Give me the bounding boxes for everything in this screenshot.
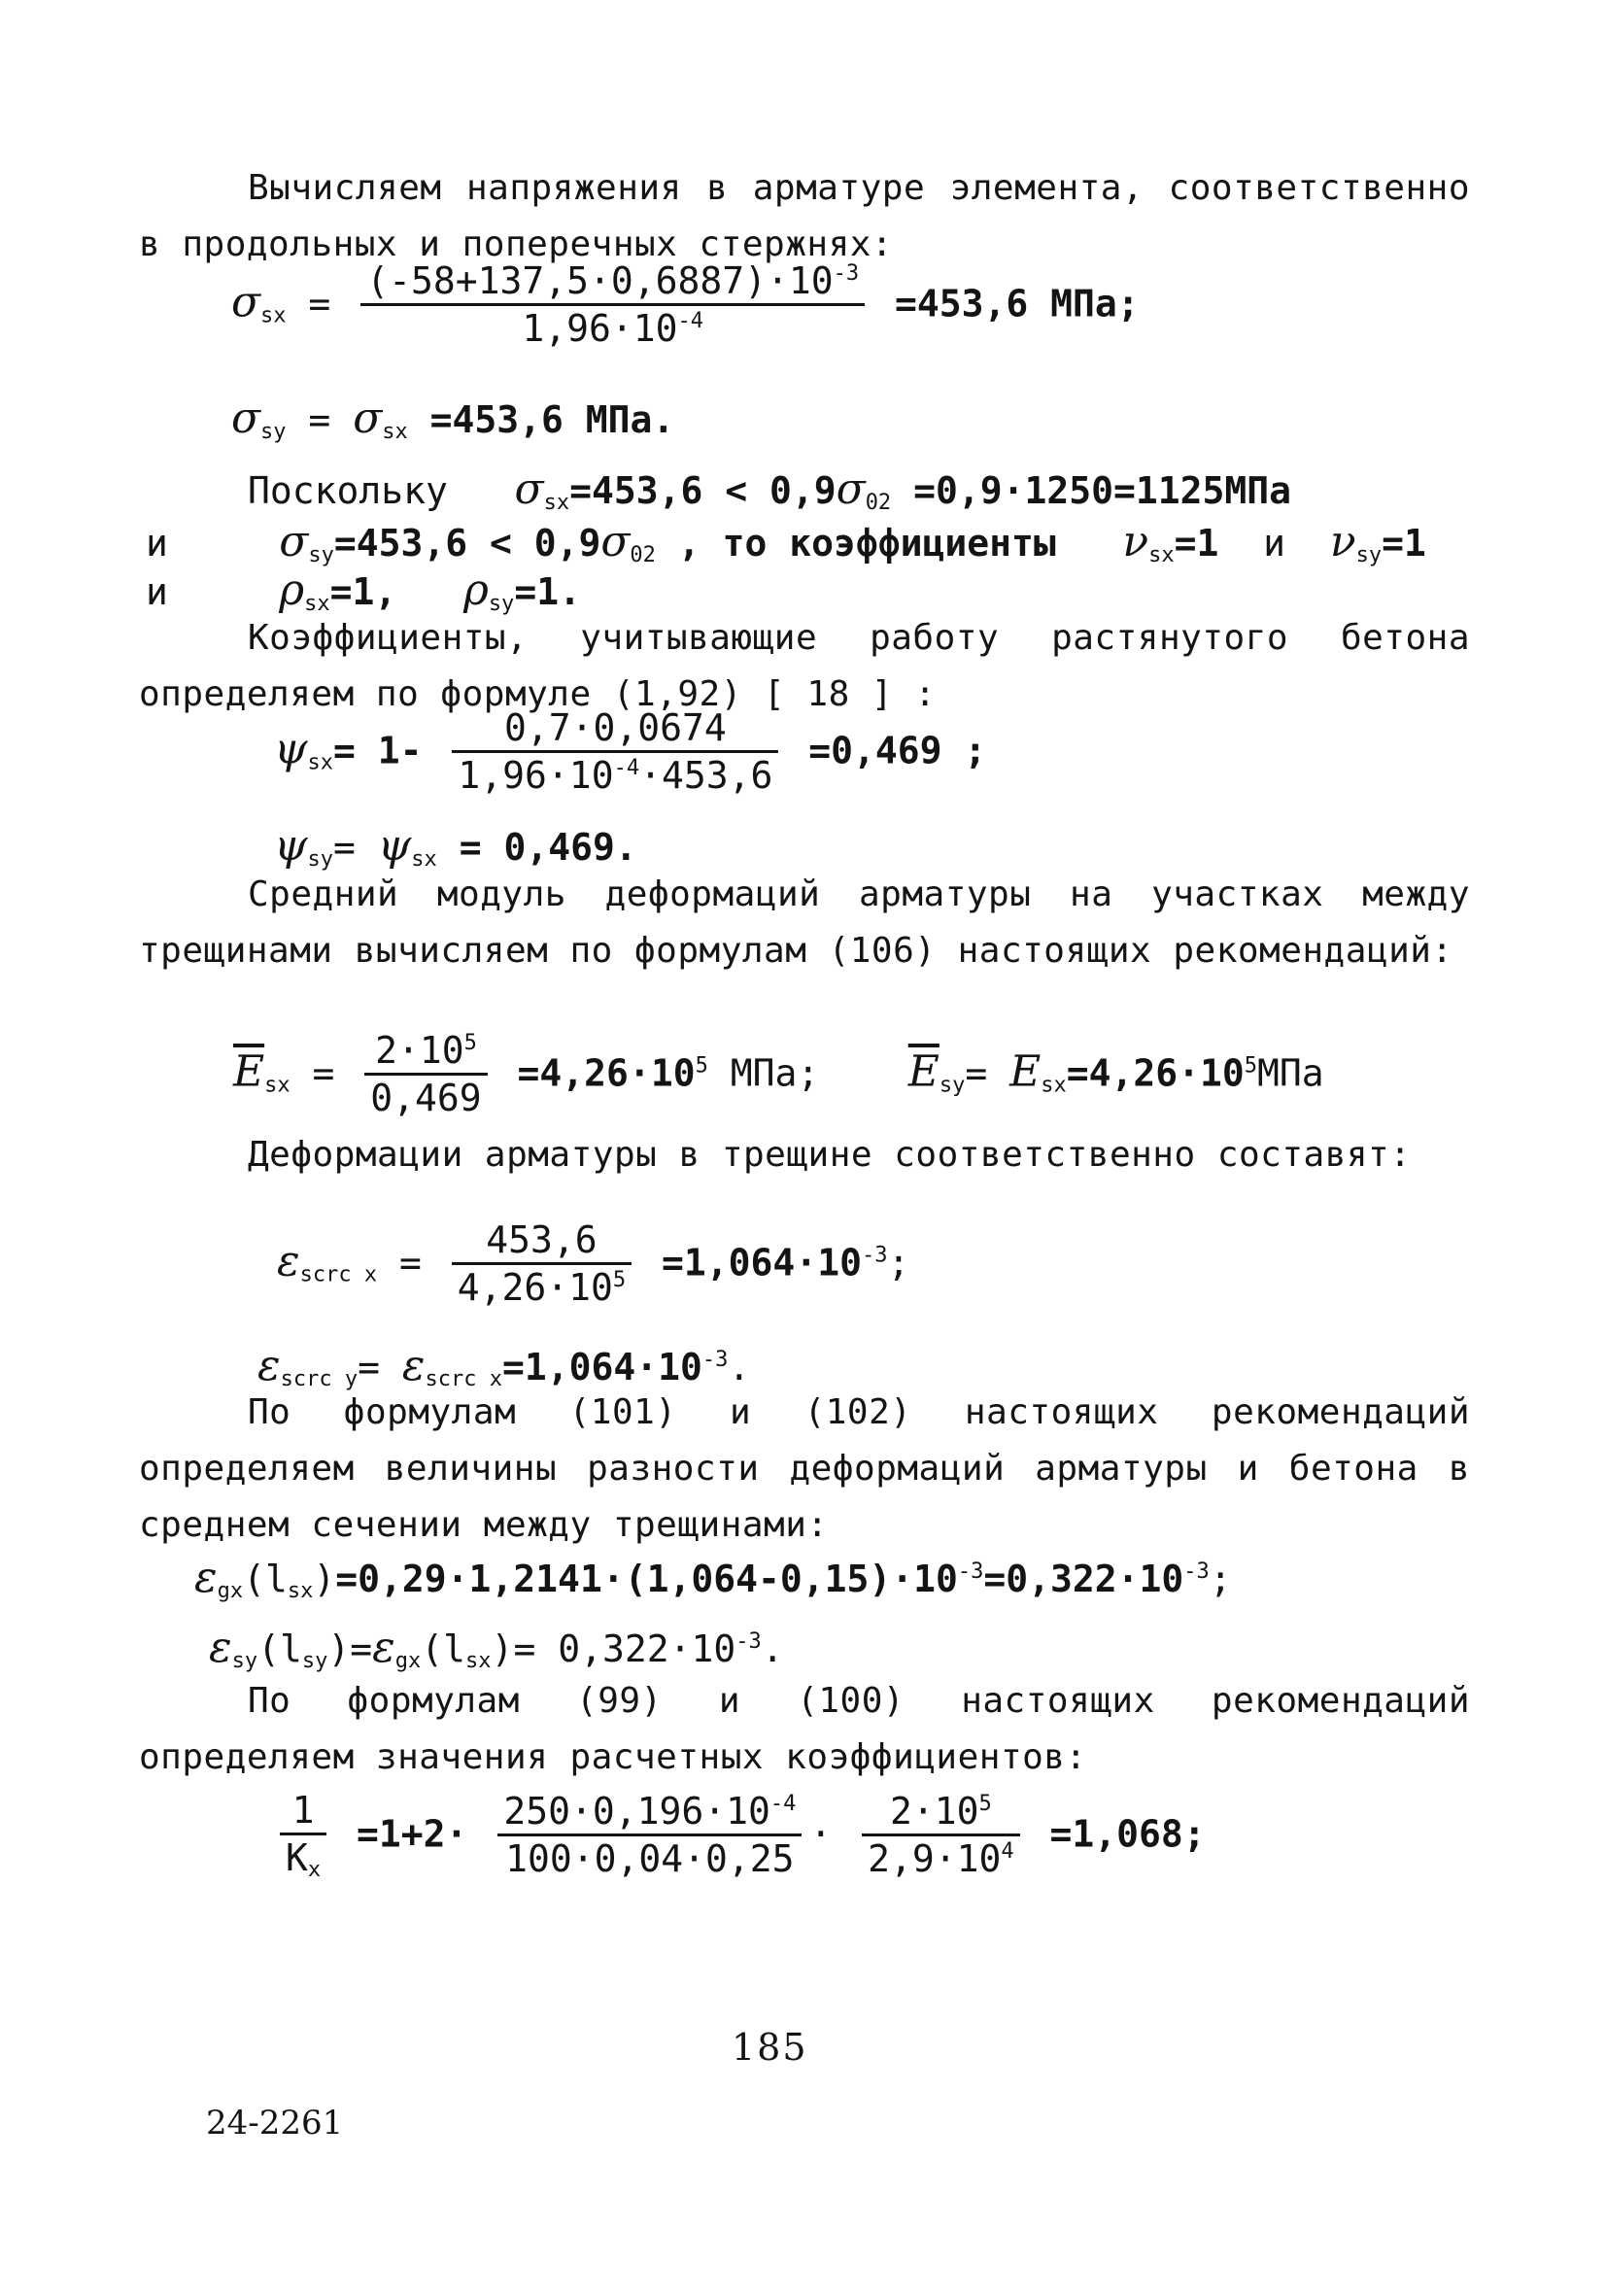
paragraph-factors: По формулам (99) и (100) настоящих рекомендаций определяем значения расчетных коэффициентов:	[139, 1681, 1470, 1777]
formula-eps-scrc-x: $\varepsilon_{scrc x}$ = $\frac{453,6}{4,26\cdot 10^5}$ $=1,064\cdot 10^{-3}$;	[277, 1219, 909, 1311]
fraction-psi: $\frac{0,7\cdot 0,0674}{1,96\cdot 10^{-4}\cdot 453,6}$	[452, 707, 778, 799]
formula-eps-scrc-y: $\varepsilon_{scrc y}= \varepsilon_{scrc x}=1,064\cdot 10^{-3}$.	[257, 1341, 751, 1391]
formula-since-line2: и $\sigma_{sy}=453,6 < 0,9\sigma_{02}$ , то коэффициенты $\nu_{sx}=1$ и $\nu_{sy}=1$	[146, 517, 1426, 567]
fraction-sigma-sx: $\frac{(-58+137,5\cdot 0,6887)\cdot 10^{-3}}{1,96\cdot 10^{-4}}$	[360, 260, 865, 352]
paragraph-deformations: Деформации арматуры в трещине соответственно составят:	[248, 1135, 1412, 1175]
formula-eps-gx: $\varepsilon_{gx}(l_{sx})=0,29\cdot 1,2141\cdot(1,064-0,15)\cdot 10^{-3}=0,322\cdot 10^{-3}$;	[194, 1553, 1232, 1603]
print-code: 24-2261	[206, 2104, 344, 2142]
fraction-k-lhs: $\frac{1}{K_x}$	[280, 1790, 326, 1883]
page-number: 185	[732, 2026, 808, 2069]
formula-k: $\frac{1}{K_x}$ =1+2· $\frac{250\cdot 0,196\cdot 10^{-4}}{100\cdot 0,04\cdot 0,25}$ · $\frac{2\cdot 10^5}{2,9\cdot 10^4}$ =1,068;	[272, 1790, 1206, 1883]
fraction-k-1: $\frac{250\cdot 0,196\cdot 10^{-4}}{100\cdot 0,04\cdot 0,25}$	[497, 1791, 802, 1882]
paragraph-stresses: Вычисляем напряжения в арматуре элемента, соответственно в продольных и поперечных стержнях:	[139, 168, 1470, 264]
formula-psi-sy: $\psi_{sy}= \psi_{sx} = 0,469$.	[274, 821, 637, 872]
formula-sigma-sy: $\sigma_{sy} = \sigma_{sx} =453,6$ МПа.	[231, 394, 675, 444]
fraction-k-2: $\frac{2\cdot 10^5}{2,9\cdot 10^4}$	[862, 1791, 1020, 1882]
formula-psi-sx: $\psi_{sx}= 1-$ $\frac{0,7\cdot 0,0674}{1,96\cdot 10^{-4}\cdot 453,6}$ =0,469 ;	[274, 707, 986, 799]
paragraph-difference: По формулам (101) и (102) настоящих рекомендаций определяем величины разности деформаций арматуры и бетона в среднем сечении между трещинами:	[139, 1392, 1470, 1545]
formula-rho: и $\rho_{sx}=1$, $\rho_{sy}=1$.	[146, 565, 581, 616]
formula-sigma-sx: $\sigma_{sx}$ = $\frac{(-58+137,5\cdot 0,6887)\cdot 10^{-3}}{1,96\cdot 10^{-4}}$ =453,6 МПа;	[231, 260, 1140, 352]
fraction-e: $\frac{2\cdot 10^5}{0,469}$	[364, 1030, 487, 1121]
formula-since-line1: Поскольку $\sigma_{sx}=453,6 < 0,9\sigma_{02} =0,9\cdot 1250=1125МПа$	[248, 464, 1292, 515]
formula-e-sx: $\overline{E}_{sx}$ = $\frac{2\cdot 10^5}{0,469}$ $=4,26\cdot 10^5$ МПа; $\overline{E}_{sy}= E_{sx}=4,26\cdot 10^5МПа$	[233, 1030, 1324, 1121]
fraction-eps: $\frac{453,6}{4,26\cdot 10^5}$	[452, 1219, 632, 1311]
paragraph-coefficients: Коэффициенты, учитывающие работу растянутого бетона определяем по формуле (1,92) [ 18 ] :	[139, 618, 1470, 714]
formula-eps-gy: $\varepsilon_{sy}(l_{sy})=\varepsilon_{gx}(l_{sx})= 0,322\cdot 10^{-3}$.	[209, 1623, 784, 1673]
paragraph-modulus: Средний модуль деформаций арматуры на участках между трещинами вычисляем по формулам (106) настоящих рекомендаций:	[139, 874, 1470, 971]
